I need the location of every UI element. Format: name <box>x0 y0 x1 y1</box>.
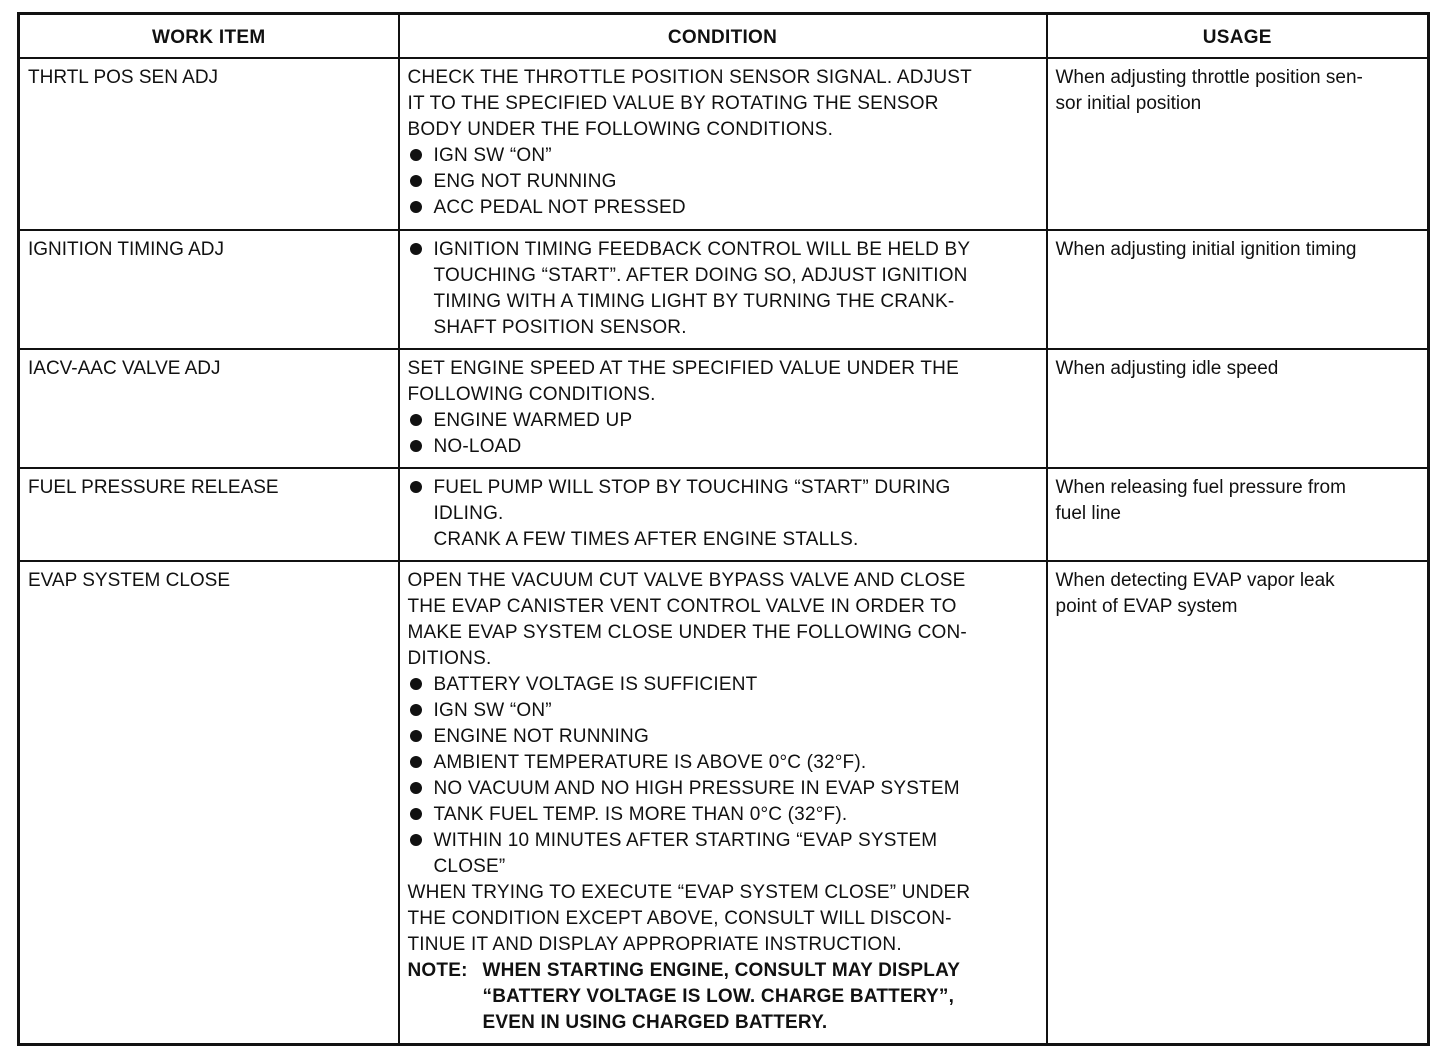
work-item-cell: IACV-AAC VALVE ADJ <box>19 349 399 468</box>
condition-line: BODY UNDER THE FOLLOWING CONDITIONS. <box>407 118 834 140</box>
condition-cell <box>399 468 1047 561</box>
note-line: EVEN IN USING CHARGED BATTERY. <box>482 1011 828 1033</box>
condition-line: THE CONDITION EXCEPT ABOVE, CONSULT WILL DISCON- <box>407 907 952 929</box>
header-work-item: WORK ITEM <box>19 14 399 58</box>
usage-line: When detecting EVAP vapor leak <box>1055 569 1335 591</box>
table-row <box>19 561 1429 1045</box>
table-row <box>19 349 1429 468</box>
bullet-item: ENGINE NOT RUNNING <box>408 724 1038 750</box>
note-line: WHEN STARTING ENGINE, CONSULT MAY DISPLAY <box>482 959 961 981</box>
note-block <box>408 958 1038 1036</box>
header-usage: USAGE <box>1047 14 1429 58</box>
bullet-item: AMBIENT TEMPERATURE IS ABOVE 0°C (32°F). <box>408 750 1038 776</box>
bullet-item: NO-LOAD <box>408 434 1038 460</box>
bullet-continuation: IDLING. <box>433 502 504 524</box>
condition-line: WHEN TRYING TO EXECUTE “EVAP SYSTEM CLOSE” UNDER <box>407 881 971 903</box>
usage-line: When adjusting throttle position sen- <box>1055 66 1363 88</box>
usage-line: sor initial position <box>1055 92 1202 114</box>
work-item-cell: FUEL PRESSURE RELEASE <box>19 468 399 561</box>
table-row <box>19 58 1429 230</box>
bullet-continuation: CLOSE” <box>433 855 506 877</box>
condition-line: TINUE IT AND DISPLAY APPROPRIATE INSTRUCTION. <box>407 933 902 955</box>
condition-cell <box>399 561 1047 1045</box>
bullet-continuation: SHAFT POSITION SENSOR. <box>433 316 687 338</box>
work-item-cell: THRTL POS SEN ADJ <box>19 58 399 230</box>
bullet-item: IGN SW “ON” <box>408 143 1038 169</box>
usage-line: point of EVAP system <box>1055 595 1238 617</box>
table-row <box>19 468 1429 561</box>
bullet-item: ENGINE WARMED UP <box>408 408 1038 434</box>
usage-line: When adjusting initial ignition timing <box>1055 238 1357 260</box>
bullet-item: BATTERY VOLTAGE IS SUFFICIENT <box>408 672 1038 698</box>
usage-line: When adjusting idle speed <box>1055 357 1279 379</box>
bullet-item: TANK FUEL TEMP. IS MORE THAN 0°C (32°F). <box>408 802 1038 828</box>
work-item-cell: EVAP SYSTEM CLOSE <box>19 561 399 1045</box>
bullet-item: IGNITION TIMING FEEDBACK CONTROL WILL BE HELD BY <box>408 237 1038 263</box>
condition-cell <box>399 230 1047 349</box>
bullet-continuation: TIMING WITH A TIMING LIGHT BY TURNING THE CRANK- <box>433 290 955 312</box>
note-line: “BATTERY VOLTAGE IS LOW. CHARGE BATTERY”, <box>482 985 955 1007</box>
condition-line: FOLLOWING CONDITIONS. <box>407 383 656 405</box>
bullet-item: ACC PEDAL NOT PRESSED <box>408 195 1038 221</box>
usage-line: fuel line <box>1055 502 1121 524</box>
usage-cell <box>1047 468 1429 561</box>
usage-cell <box>1047 230 1429 349</box>
condition-line: THE EVAP CANISTER VENT CONTROL VALVE IN ORDER TO <box>407 595 957 617</box>
bullet-item: ENG NOT RUNNING <box>408 169 1038 195</box>
condition-line: CHECK THE THROTTLE POSITION SENSOR SIGNAL. ADJUST <box>407 66 972 88</box>
condition-line: SET ENGINE SPEED AT THE SPECIFIED VALUE UNDER THE <box>407 357 959 379</box>
bullet-item: WITHIN 10 MINUTES AFTER STARTING “EVAP SYSTEM <box>408 828 1038 854</box>
note-label: NOTE: <box>407 959 468 981</box>
condition-line: MAKE EVAP SYSTEM CLOSE UNDER THE FOLLOWING CON- <box>407 621 967 643</box>
condition-cell <box>399 349 1047 468</box>
condition-line: DITIONS. <box>407 647 492 669</box>
bullet-continuation: TOUCHING “START”. AFTER DOING SO, ADJUST IGNITION <box>433 264 968 286</box>
bullet-item: IGN SW “ON” <box>408 698 1038 724</box>
work-item-cell: IGNITION TIMING ADJ <box>19 230 399 349</box>
usage-cell <box>1047 561 1429 1045</box>
table-header-row <box>19 14 1429 58</box>
bullet-continuation: CRANK A FEW TIMES AFTER ENGINE STALLS. <box>433 528 859 550</box>
condition-cell <box>399 58 1047 230</box>
condition-line: OPEN THE VACUUM CUT VALVE BYPASS VALVE AND CLOSE <box>407 569 966 591</box>
bullet-item: FUEL PUMP WILL STOP BY TOUCHING “START” DURING <box>408 475 1038 501</box>
work-support-table <box>17 12 1430 1046</box>
bullet-item: NO VACUUM AND NO HIGH PRESSURE IN EVAP SYSTEM <box>408 776 1038 802</box>
table-row <box>19 230 1429 349</box>
usage-cell <box>1047 349 1429 468</box>
usage-line: When releasing fuel pressure from <box>1055 476 1346 498</box>
header-condition: CONDITION <box>399 14 1047 58</box>
condition-line: IT TO THE SPECIFIED VALUE BY ROTATING THE SENSOR <box>407 92 939 114</box>
usage-cell <box>1047 58 1429 230</box>
